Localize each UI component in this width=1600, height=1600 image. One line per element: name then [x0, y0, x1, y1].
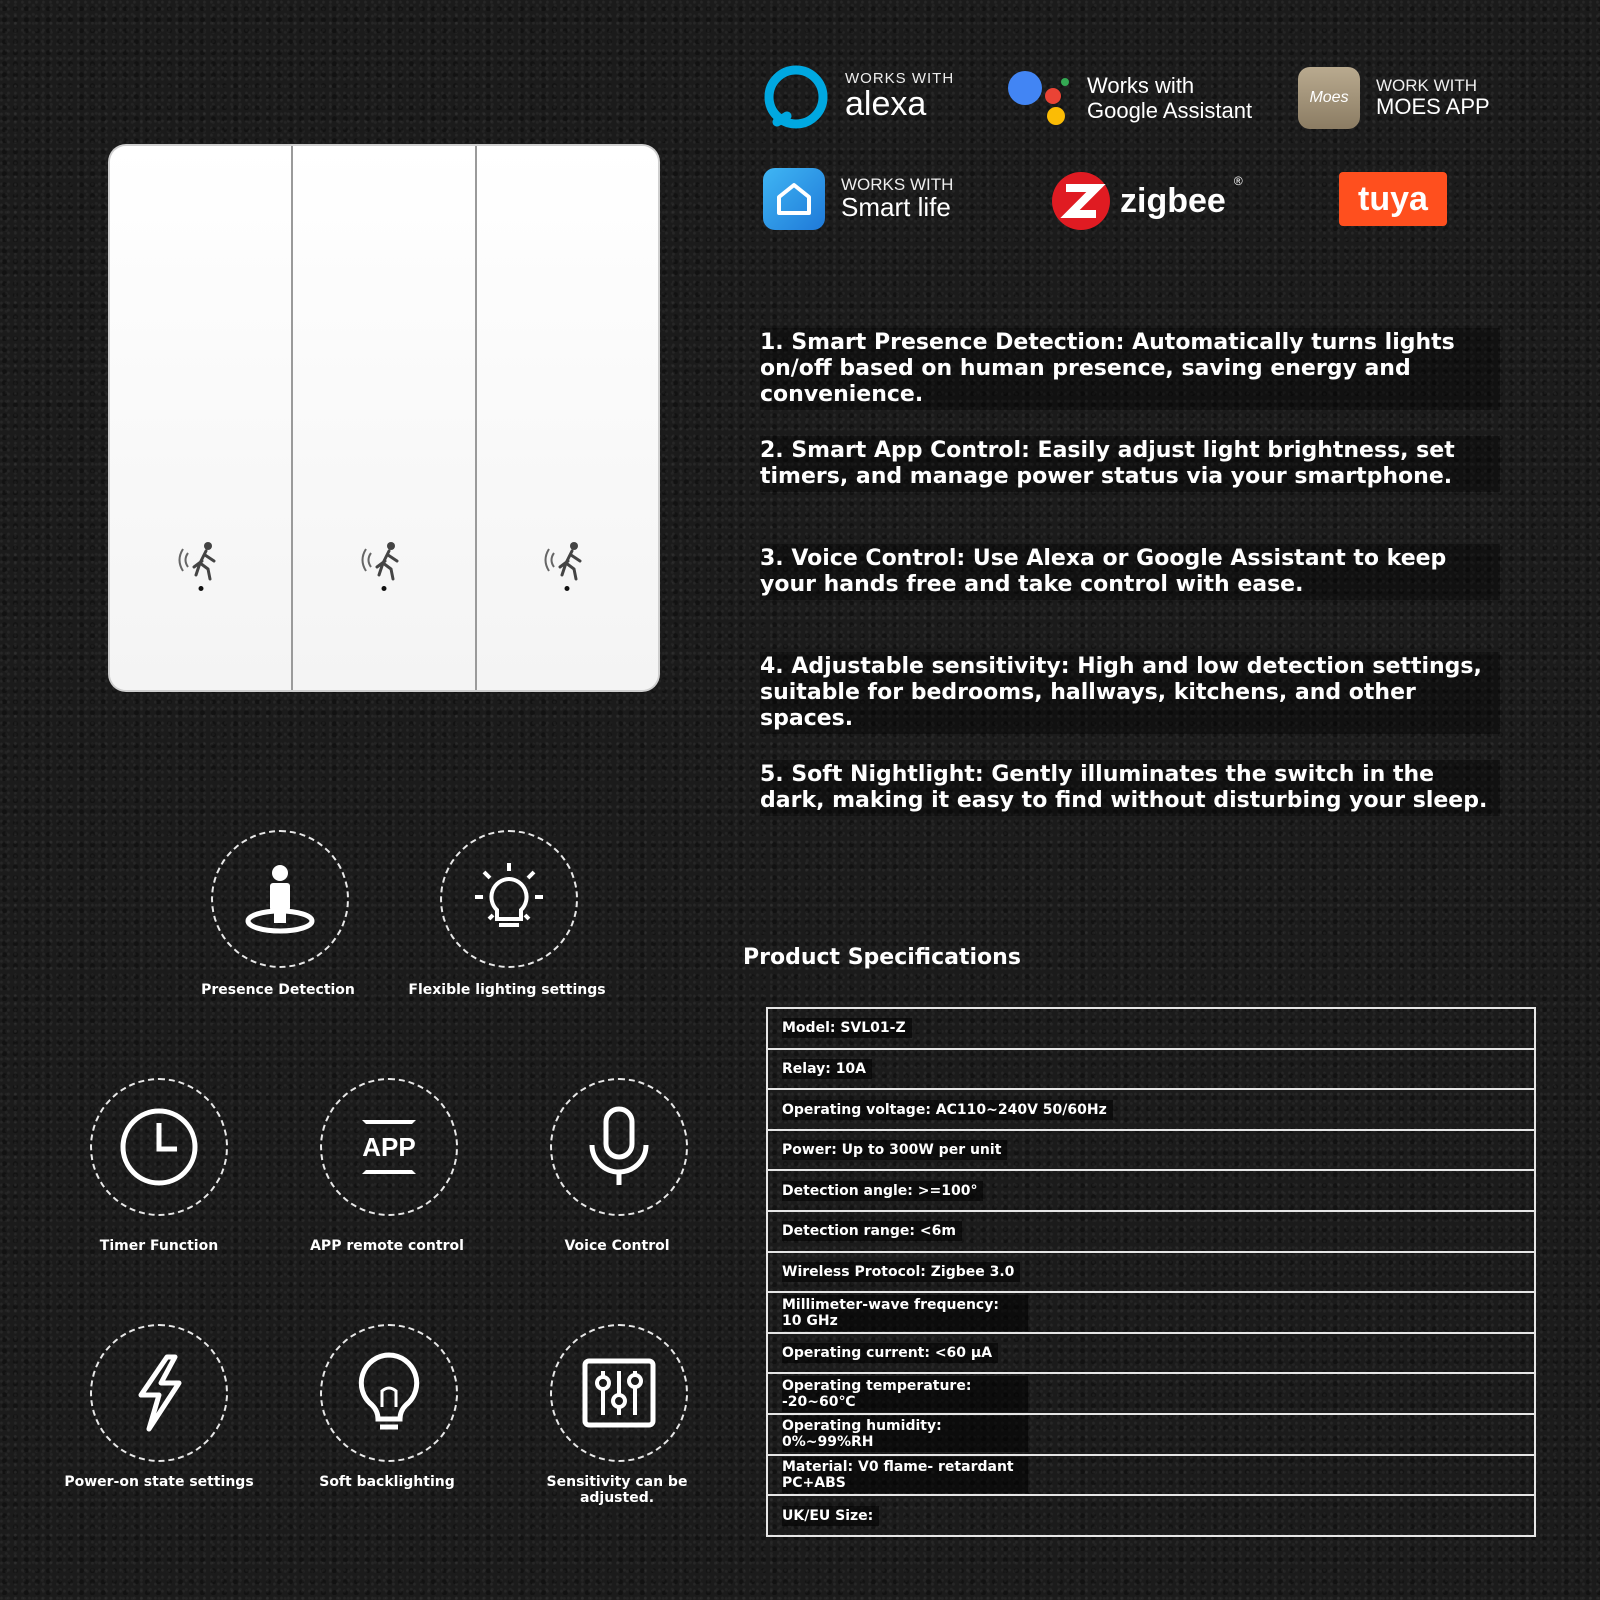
- spec-row: [768, 1456, 1534, 1497]
- lightning-bolt-icon: [129, 1353, 189, 1433]
- indicator-dot: [381, 586, 386, 591]
- spec-row: [768, 1496, 1534, 1535]
- flexible-lighting-label: Flexible lighting settings: [408, 982, 606, 998]
- google-line1: Works with: [1087, 72, 1195, 98]
- app-remote-label: APP remote control: [310, 1238, 464, 1254]
- soft-backlighting-label: Soft backlighting: [319, 1474, 455, 1490]
- switch-panel-image: [110, 146, 658, 690]
- feature-3: 3. Voice Control: Use Alexa or Google Assistant to keep your hands free and take control with ease.: [760, 544, 1500, 600]
- spec-row: [768, 1253, 1534, 1294]
- specifications-table: [766, 1007, 1536, 1537]
- zigbee-logo: [1050, 170, 1243, 232]
- spec-row: [768, 1374, 1534, 1415]
- google-line2: Google Assistant: [1087, 98, 1253, 123]
- presence-detection-label: Presence Detection: [201, 982, 355, 998]
- spec-row: [768, 1415, 1534, 1456]
- zigbee-registered-mark: ®: [1233, 174, 1243, 188]
- light-bulb-icon: [469, 859, 549, 939]
- spec-text: Power: Up to 300W per unit: [782, 1140, 1007, 1160]
- spec-row: [768, 1334, 1534, 1375]
- indicator-dot: [198, 586, 203, 591]
- feature-1: 1. Smart Presence Detection: Automatically turns lights on/off based on human presence, saving energy and convenience.: [760, 328, 1500, 410]
- alexa-logo: [763, 64, 954, 130]
- spec-row: [768, 1171, 1534, 1212]
- feature-2: 2. Smart App Control: Easily adjust light brightness, set timers, and manage power status via your smartphone.: [760, 436, 1500, 492]
- smart-life-caption: WORKS WITH: [841, 175, 954, 195]
- timer-function-ring: [90, 1078, 228, 1216]
- spec-row: [768, 1050, 1534, 1091]
- house-icon: [774, 181, 814, 217]
- app-glyph: APP: [362, 1131, 416, 1162]
- smart-life-name: Smart life: [841, 192, 951, 223]
- switch-gang-3: [477, 146, 658, 690]
- presence-sensor-icon: [361, 539, 407, 581]
- spec-text: Model: SVL01-Z: [782, 1018, 912, 1038]
- voice-control-ring: [550, 1078, 688, 1216]
- spec-text: Operating voltage: AC110~240V 50/60Hz: [782, 1100, 1113, 1120]
- spec-text: Wireless Protocol: Zigbee 3.0: [782, 1262, 1020, 1282]
- spec-row: [768, 1131, 1534, 1172]
- feature-4: 4. Adjustable sensitivity: High and low detection settings, suitable for bedrooms, hallways, kitchens, and other spaces.: [760, 652, 1500, 734]
- spec-row: [768, 1090, 1534, 1131]
- sliders-icon: [581, 1357, 657, 1429]
- moes-logo: [1298, 67, 1490, 129]
- presence-sensor-icon: [544, 539, 590, 581]
- spec-text: Operating humidity: 0%~99%RH: [782, 1416, 1028, 1452]
- presence-sensor-icon: [178, 539, 224, 581]
- switch-gang-2: [293, 146, 476, 690]
- soft-backlighting-ring: [320, 1324, 458, 1462]
- specifications-title: Product Specifications: [743, 945, 1021, 970]
- timer-function-label: Timer Function: [99, 1238, 219, 1254]
- spec-text: Operating temperature: -20~60℃: [782, 1376, 1028, 1412]
- tuya-logo: [1339, 172, 1447, 226]
- sensitivity-ring: [550, 1324, 688, 1462]
- power-on-state-ring: [90, 1324, 228, 1462]
- google-assistant-dots-icon: [1005, 68, 1071, 128]
- clock-icon: [117, 1105, 201, 1189]
- feature-5: 5. Soft Nightlight: Gently illuminates the switch in the dark, making it easy to find without disturbing your sleep.: [760, 760, 1500, 816]
- voice-control-label: Voice Control: [564, 1238, 670, 1254]
- tuya-name: tuya: [1358, 179, 1428, 218]
- person-presence-icon: [240, 859, 320, 939]
- spec-text: Millimeter-wave frequency: 10 GHz: [782, 1295, 1028, 1331]
- spec-row: [768, 1212, 1534, 1253]
- sensitivity-label: Sensitivity can be adjusted.: [546, 1474, 688, 1506]
- spec-text: Detection angle: >=100°: [782, 1181, 983, 1201]
- alexa-name: alexa: [845, 84, 927, 123]
- indicator-dot: [565, 586, 570, 591]
- alexa-caption: WORKS WITH: [845, 69, 955, 87]
- moes-app-icon: [1298, 67, 1360, 129]
- app-remote-ring: [320, 1078, 458, 1216]
- microphone-icon: [584, 1105, 654, 1189]
- spec-row: [768, 1293, 1534, 1334]
- moes-name: MOES APP: [1376, 93, 1490, 119]
- bulb-outline-icon: [356, 1351, 422, 1435]
- spec-text: Operating current: <60 μA: [782, 1343, 998, 1363]
- alexa-ring-icon: [763, 64, 829, 130]
- spec-row: [768, 1009, 1534, 1050]
- moes-badge: Moes: [1309, 89, 1349, 106]
- switch-gang-1: [110, 146, 293, 690]
- zigbee-z-icon: [1050, 170, 1112, 232]
- moes-caption: WORK WITH: [1376, 75, 1478, 95]
- zigbee-name: zigbee: [1120, 181, 1226, 220]
- app-icon: [362, 1120, 416, 1174]
- power-on-state-label: Power-on state settings: [64, 1474, 254, 1490]
- google-assistant-logo: [1005, 68, 1252, 128]
- presence-detection-ring: [211, 830, 349, 968]
- spec-text: Material: V0 flame- retardant PC+ABS: [782, 1457, 1028, 1493]
- spec-text: UK/EU Size:: [782, 1506, 879, 1526]
- spec-text: Relay: 10A: [782, 1059, 872, 1079]
- spec-text: Detection range: <6m: [782, 1221, 962, 1241]
- flexible-lighting-ring: [440, 830, 578, 968]
- smart-life-app-icon: [763, 168, 825, 230]
- smart-life-logo: [763, 168, 953, 230]
